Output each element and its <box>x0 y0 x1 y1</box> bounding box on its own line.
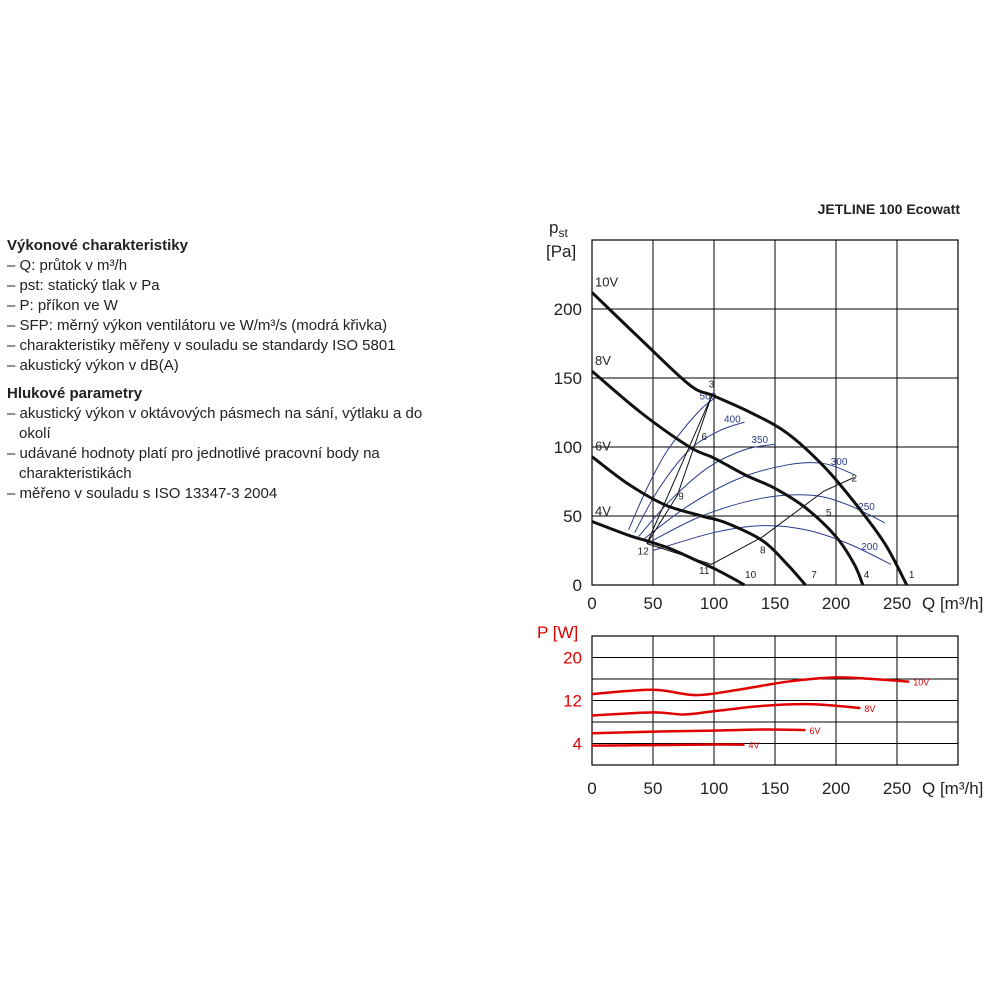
y-tick-label: 50 <box>563 507 582 526</box>
curve-label: 8V <box>595 353 611 369</box>
list-item: – akustický výkon v dB(A) <box>7 356 457 376</box>
operating-point-label: 2 <box>851 473 858 485</box>
power-curve-6V <box>592 730 806 734</box>
x-tick-label: 150 <box>760 779 790 798</box>
list-item: – akustický výkon v oktávových pásmech na sání, výtlaku a do okolí <box>7 404 457 444</box>
curve-label: 10V <box>595 274 619 290</box>
x-tick-label: 150 <box>760 594 790 613</box>
list-item: – udávané hodnoty platí pro jednotlivé pracovní body na charakteristikách <box>7 444 457 484</box>
power-curve-label: 10V <box>913 677 930 688</box>
y-tick-label: 0 <box>572 576 582 595</box>
x-tick-label: 0 <box>587 779 597 798</box>
power-curve-label: 4V <box>748 740 760 751</box>
operating-point-label: 8 <box>760 545 766 557</box>
sfp-label: 400 <box>723 414 741 426</box>
sfp-curve <box>638 444 775 536</box>
operating-point-label: 5 <box>825 508 832 519</box>
list-item: – pst: statický tlak v Pa <box>7 276 457 296</box>
y-tick-label: 20 <box>563 648 582 668</box>
x-tick-label: 200 <box>821 594 851 613</box>
power-curve-label: 8V <box>864 704 876 715</box>
list-item: – P: příkon ve W <box>7 296 457 316</box>
x-tick-label: 100 <box>699 594 729 613</box>
x-axis-label: Q [m³/h] <box>922 594 984 613</box>
operating-point-label: 9 <box>678 491 684 503</box>
x-tick-label: 250 <box>882 779 912 798</box>
y-tick-label: 150 <box>553 369 582 388</box>
operating-point-label: 12 <box>637 546 649 558</box>
list-item: – měřeno v souladu s ISO 13347-3 2004 <box>7 484 457 504</box>
performance-heading: Výkonové charakteristiky <box>7 237 188 254</box>
x-axis-label: Q [m³/h] <box>922 779 984 798</box>
sfp-label: 200 <box>861 541 878 553</box>
x-tick-label: 100 <box>699 779 729 798</box>
list-item: – SFP: měrný výkon ventilátoru ve W/m³/s (modrá křivka) <box>7 316 457 336</box>
x-tick-label: 250 <box>882 594 912 613</box>
operating-point-label: 1 <box>908 570 915 582</box>
list-item: – Q: průtok v m³/h <box>7 256 457 276</box>
x-tick-label: 50 <box>643 779 663 798</box>
sfp-label: 300 <box>830 457 848 469</box>
noise-heading: Hlukové parametry <box>7 385 143 402</box>
operating-point-label: 6 <box>701 432 708 444</box>
power-curve-label: 6V <box>809 726 821 737</box>
y-tick-label: 200 <box>553 300 582 319</box>
x-tick-label: 0 <box>587 594 597 613</box>
fan-curve-10V <box>592 292 907 585</box>
sfp-label: 250 <box>858 501 875 513</box>
x-tick-label: 200 <box>821 779 851 798</box>
sfp-curve <box>629 399 714 530</box>
y-tick-label: 4 <box>572 734 582 754</box>
operating-point-label: 7 <box>811 570 817 582</box>
power-curve-4V <box>592 745 745 746</box>
y-axis-unit: [Pa] <box>546 242 577 261</box>
y-axis-label: $p_{st}$ <box>549 218 568 240</box>
x-tick-label: 50 <box>643 594 663 613</box>
operating-point-label: 11 <box>699 565 710 577</box>
y-tick-label: 12 <box>563 691 582 711</box>
curve-label: 6V <box>595 438 611 454</box>
chart-title: JETLINE 100 Ecowatt <box>817 201 960 217</box>
power-curve-8V <box>592 704 860 715</box>
operating-point-label: 3 <box>708 379 715 391</box>
list-item: – charakteristiky měřeny v souladu se standardy ISO 5801 <box>7 336 457 356</box>
power-curve-10V <box>592 677 909 695</box>
sfp-label: 350 <box>751 435 769 446</box>
operating-point-label: 4 <box>863 570 870 582</box>
y-tick-label: 100 <box>553 438 582 457</box>
sfp-label: 500 <box>699 391 717 403</box>
y-axis-label: P [W] <box>537 623 579 642</box>
curve-label: 4V <box>595 503 611 519</box>
operating-point-label: 10 <box>745 570 757 582</box>
